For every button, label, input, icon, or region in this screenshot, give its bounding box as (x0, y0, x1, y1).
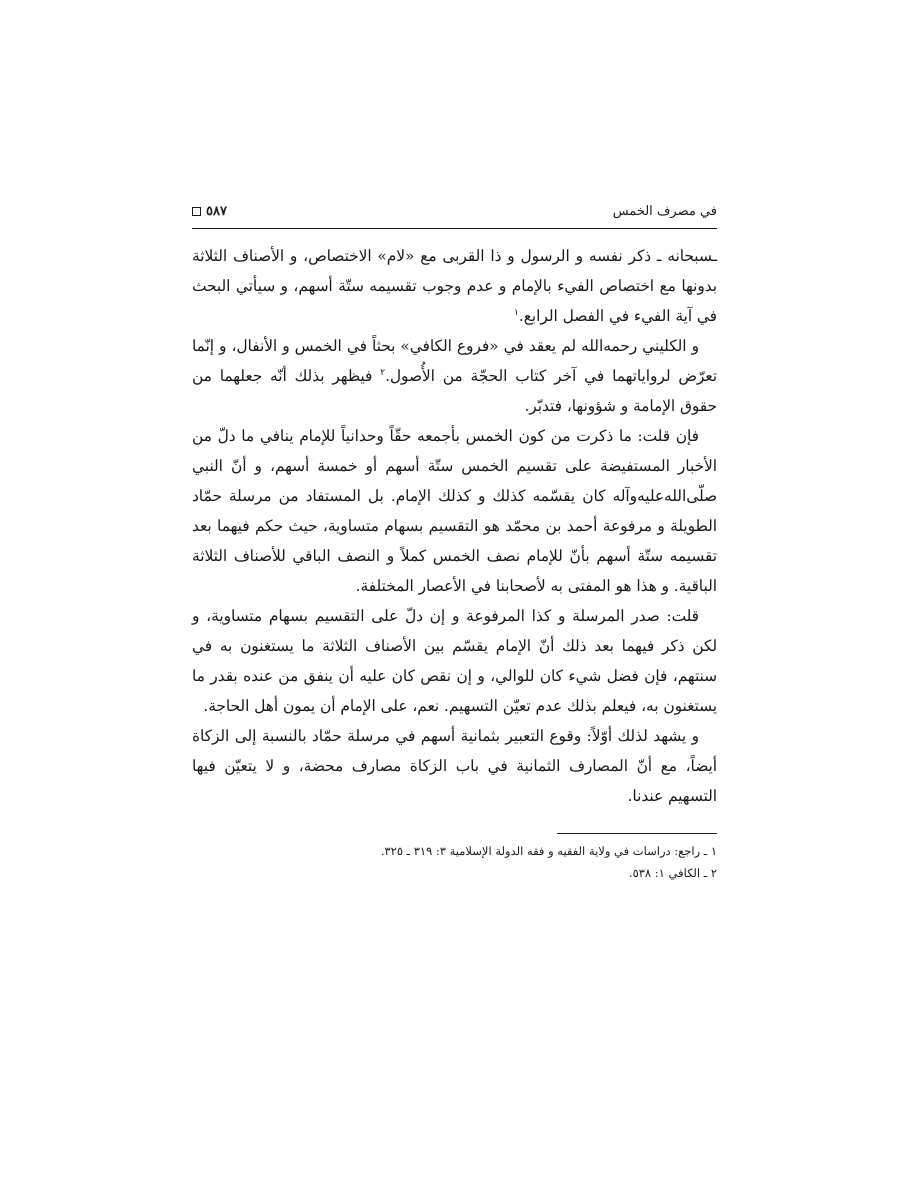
paragraph-1-text: ـسبحانه ـ ذكر نفسه و الرسول و ذا القربى مع «لام» الاختصاص، و الأصناف الثلاثة بدونها مع اختصاص الفيء بالإمام و عدم وجوب تقسيمه ستّة أسهم، و سيأتي البحث في آية الفيء في الفصل الرابع. (192, 247, 717, 325)
footnotes (192, 840, 717, 884)
paragraph-5: و يشهد لذلك أوّلاً: وقوع التعبير بثمانية أسهم في مرسلة حمّاد بالنسبة إلى الزكاة أيضاً، مع أنّ المصارف الثمانية في باب الزكاة مصارف محضة، و لا يتعيّن فيها التسهيم عندنا. (192, 727, 717, 805)
book-page (192, 196, 717, 884)
running-header (192, 196, 717, 226)
footnote-ref-2: ٢ (380, 367, 386, 378)
body-text (192, 241, 717, 811)
header-rule (192, 228, 717, 229)
paragraph-1 (192, 241, 717, 331)
page-number: ٥٨٧ (206, 203, 227, 219)
chapter-title: في مصرف الخمس (612, 203, 717, 219)
paragraph-4: قلت: صدر المرسلة و كذا المرفوعة و إن دلّ على التقسيم بسهام متساوية، و لكن ذكر فيهما بعد ذلك أنّ الإمام يقسّم بين الأصناف الثلاثة ما يستغنون به في سنتهم، فإن فضل شيء كان للوالي، و إن نقص كان عليه أن ينفق من عنده بقدر ما يستغنون به، فيعلم بذلك عدم تعيّن التسهيم. نعم، على الإمام أن يمون أهل الحاجة. (192, 607, 717, 715)
footnote-1: ١ ـ راجع: دراسات في ولاية الفقيه و فقه الدولة الإسلامية ٣: ٣١٩ ـ ٣٢٥. (380, 844, 717, 858)
paragraph-2 (192, 331, 717, 421)
footnote-2: ٢ ـ الكافي ١: ٥٣٨. (628, 866, 717, 880)
paragraph-3: فإن قلت: ما ذكرت من كون الخمس بأجمعه حقّاً وحدانياً للإمام ينافي ما دلّ من الأخبار المستفيضة على تقسيم الخمس ستّة أسهم أو خمسة أسهم، و أنّ النبي صلّى‌الله‌عليه‌وآله كان يقسّمه كذلك و كذلك الإمام. بل المستفاد من مرسلة حمّاد الطويلة و مرفوعة أحمد بن محمّد هو التقسيم بسهام متساوية، حيث حكم فيهما بعد تقسيمه ستّة أسهم بأنّ للإمام نصف الخمس كملاً و النصف الباقي للأصناف الثلاثة الباقية. و هذا هو المفتى به لأصحابنا في الأعصار المختلفة. (192, 427, 717, 595)
square-box-icon (192, 207, 201, 216)
footnote-rule (557, 833, 717, 834)
paragraph-2-text-a: و الكليني رحمه‌الله لم يعقد في «فروع الكافي» بحثاً في الخمس و الأنفال، و إنّما تعرّض لرواياتهما في آخر كتاب الحجّة من الأُصول. (192, 337, 717, 385)
page-number-group (192, 204, 227, 219)
footnote-ref-1: ١ (514, 307, 519, 318)
paragraph-2-text-b: فيظهر بذلك أنّه جعلهما من حقوق الإمامة و شؤونها، فتدبّر. (192, 367, 717, 415)
